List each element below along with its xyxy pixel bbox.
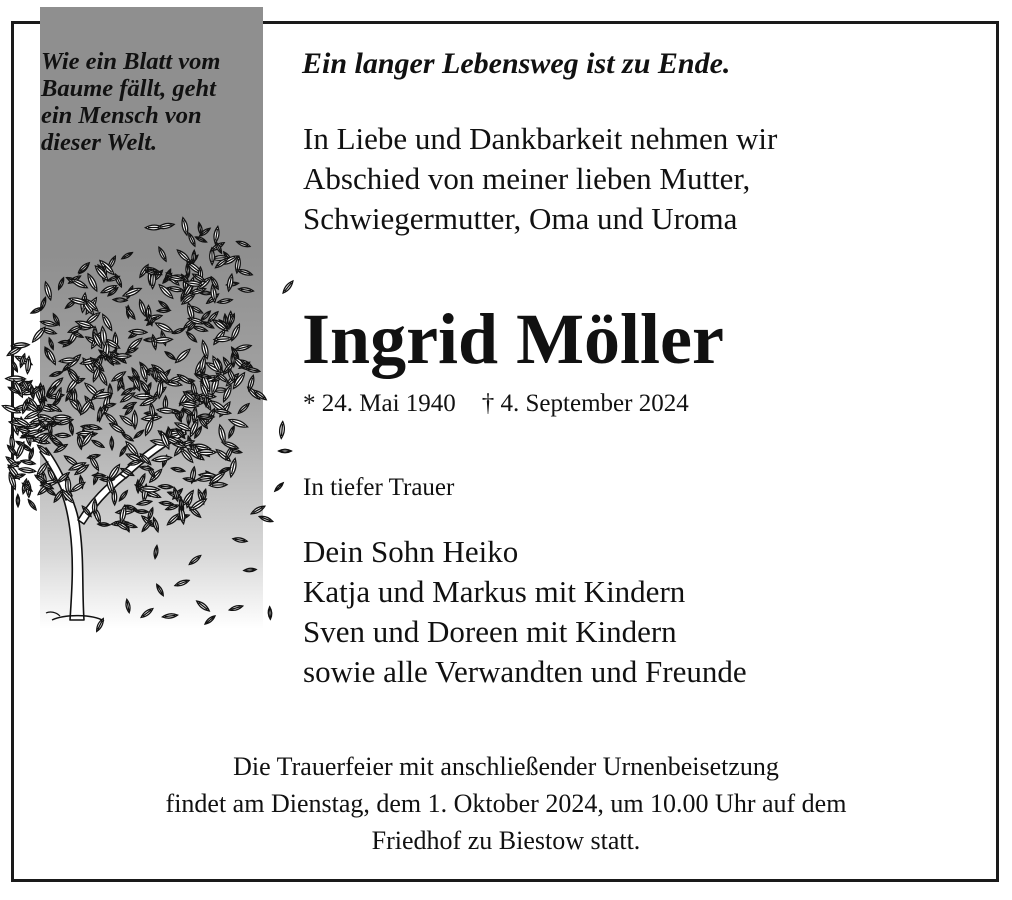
deceased-name: Ingrid Möller [302,299,724,379]
leaf-shape [247,375,256,392]
leaf-shape [10,360,19,373]
leaf-shape [110,437,114,450]
leaf-shape [162,613,178,619]
leaf-shape [268,607,272,620]
leaf-shape [92,474,105,478]
leaf-shape [125,599,131,613]
leaf-shape [259,515,274,524]
motto-quote [41,48,266,156]
leaf-shape [174,578,190,587]
birth-date: * 24. Mai 1940 [303,390,456,417]
leaf-shape [192,250,196,263]
leaf-shape [70,277,88,290]
service-announcement [20,748,992,859]
family-line: sowie alle Verwandten und Freunde [303,654,747,689]
motto-line: Wie ein Blatt vom [41,48,221,75]
leaf-shape [138,299,148,317]
leaf-shape [140,607,154,619]
leaf-shape [153,337,173,344]
leaf-shape [140,465,153,471]
leaf-shape [57,277,65,290]
family-line: Katja und Markus mit Kindern [303,574,686,609]
leaf-shape [16,494,20,506]
leaf-shape [279,449,292,453]
intro-text [303,119,777,239]
family-line: Sven und Doreen mit Kindern [303,614,677,649]
leaf-shape [188,554,202,566]
leaf-shape [228,417,249,429]
life-dates [303,390,689,418]
leaf-shape [187,232,197,247]
service-line: Friedhof zu Biestow statt. [371,826,641,855]
leaf-shape [221,384,233,403]
leaf-shape [21,459,36,466]
leaf-shape [238,287,254,293]
leaf-shape [274,482,285,493]
leaf-shape [98,522,110,526]
leaf-shape [70,481,86,494]
leaf-shape [133,429,145,440]
leaf-shape [233,537,248,543]
leaf-shape [185,331,198,343]
leaf-shape [113,298,127,303]
leaf-shape [121,251,133,260]
leaf-shape [213,226,220,243]
leaf-shape [217,424,227,444]
leaf-shape [229,604,244,612]
leaf-shape [244,568,257,573]
intro-line: In Liebe und Dankbarkeit nehmen wir [303,121,778,156]
leaf-shape [195,599,210,612]
leaf-shape [157,407,176,414]
leaf-shape [250,504,266,515]
leaf-shape [31,326,47,344]
motto-line: ein Mensch von [41,102,202,129]
leaf-shape [204,615,216,626]
leaf-shape [237,402,250,415]
service-line: Die Trauerfeier mit anschließender Urnenbeisetzung [233,752,779,781]
leaf-shape [157,309,170,313]
leaf-shape [97,407,102,421]
leaf-shape [27,499,38,511]
motto-line: Baume fällt, geht [41,75,216,102]
leaf-shape [155,583,165,596]
headline: Ein langer Lebensweg ist zu Ende. [302,47,731,80]
intro-line: Schwiegermutter, Oma und Uroma [303,201,738,236]
leaf-shape [181,217,190,235]
leaf-shape [237,268,253,277]
leaf-shape [195,235,208,243]
leaf-shape [11,342,29,348]
leaf-shape [227,425,236,438]
leaf-shape [18,467,36,474]
family-list [303,532,747,692]
leaf-shape [193,325,208,333]
leaf-shape [171,466,185,473]
leaf-shape [152,455,172,463]
leaf-shape [118,489,129,501]
leaf-shape [197,222,203,235]
mourning-label: In tiefer Trauer [303,474,455,501]
leaf-shape [234,343,251,352]
leaf-shape [172,327,185,335]
leaf-shape [86,273,100,293]
leaf-shape [121,432,134,442]
leaf-shape [48,337,55,350]
leaf-shape [159,501,173,506]
intro-line: Abschied von meiner lieben Mutter, [303,161,751,196]
leaf-shape [246,367,261,373]
leaf-shape [69,422,75,435]
leaf-shape [164,350,176,361]
motto-line: dieser Welt. [41,129,158,156]
leaf-shape [199,291,212,295]
leaf-shape [158,484,173,489]
leaf-shape [174,347,192,364]
leaf-shape [279,421,285,438]
leaf-shape [59,340,72,344]
leaf-shape [91,439,105,449]
leaf-shape [157,246,168,262]
leaf-shape [236,240,251,249]
leaf-shape [226,274,234,292]
leaf-shape [157,222,174,230]
leaf-shape [154,321,174,335]
death-date: † 4. September 2024 [481,390,689,417]
leaf-shape [55,433,70,438]
leaf-shape [153,545,158,559]
leaf-shape [281,280,294,295]
family-line: Dein Sohn Heiko [303,534,519,569]
leaf-shape [137,499,153,506]
service-line: findet am Dienstag, dem 1. Oktober 2024, um 10.00 Uhr auf dem [165,789,847,818]
leaf-shape [197,450,216,455]
leaf-shape [49,370,62,377]
leaf-shape [217,298,233,305]
leaf-shape [157,283,174,300]
leaf-shape [214,408,231,415]
